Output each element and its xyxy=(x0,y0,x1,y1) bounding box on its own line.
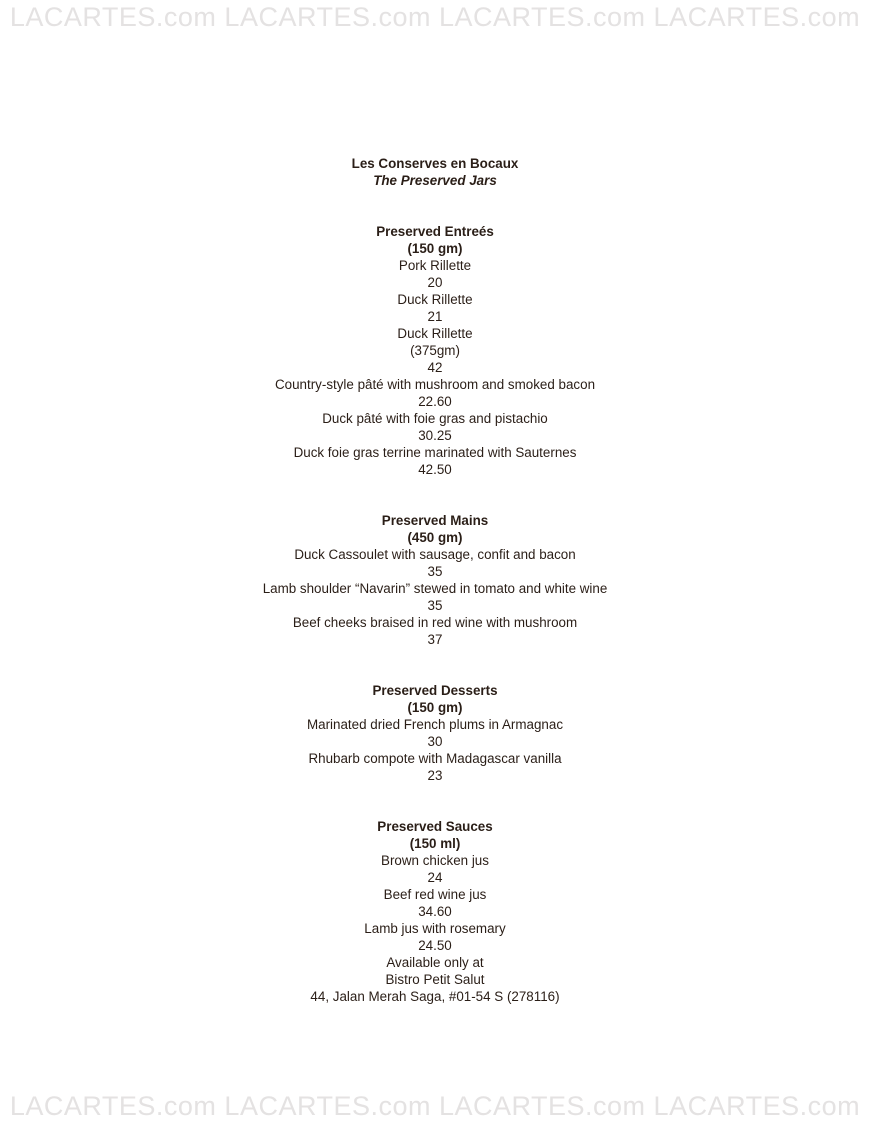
menu-subtitle: The Preserved Jars xyxy=(373,173,497,188)
item-name: Marinated dried French plums in Armagnac xyxy=(306,717,564,732)
item-price: 42 xyxy=(427,360,443,375)
item-price: 21 xyxy=(427,309,443,324)
section-size: (150 ml) xyxy=(409,836,461,851)
item-name: Country-style pâté with mushroom and smoked bacon xyxy=(274,377,596,392)
availability-note: Available only at xyxy=(386,955,484,970)
menu-title: Les Conserves en Bocaux xyxy=(351,156,519,171)
section-preserved-desserts xyxy=(0,682,870,784)
section-size: (450 gm) xyxy=(407,530,463,545)
item-name: Pork Rillette xyxy=(398,258,472,273)
item-price: 30.25 xyxy=(418,428,452,443)
section-preserved-entrees xyxy=(0,223,870,478)
venue-name: Bistro Petit Salut xyxy=(385,972,485,987)
item-name: Beef cheeks braised in red wine with mushroom xyxy=(292,615,578,630)
item-name: Duck foie gras terrine marinated with Sauternes xyxy=(293,445,577,460)
item-price: 20 xyxy=(427,275,443,290)
venue-address: 44, Jalan Merah Saga, #01-54 S (278116) xyxy=(310,989,560,1004)
item-price: 23 xyxy=(427,768,443,783)
section-preserved-mains xyxy=(0,512,870,648)
section-title: Preserved Entreés xyxy=(376,224,494,239)
item-price: 30 xyxy=(427,734,443,749)
watermark-top: LACARTES.com LACARTES.com LACARTES.com LACARTES.com xyxy=(9,2,861,32)
item-price: 37 xyxy=(427,632,443,647)
item-price: 35 xyxy=(427,598,443,613)
item-name: Duck Cassoulet with sausage, confit and bacon xyxy=(294,547,576,562)
section-size: (150 gm) xyxy=(407,241,463,256)
item-name: Brown chicken jus xyxy=(381,853,489,868)
section-size: (150 gm) xyxy=(407,700,463,715)
item-note: (375gm) xyxy=(410,343,460,358)
item-name: Lamb shoulder “Navarin” stewed in tomato and white wine xyxy=(262,581,608,596)
item-price: 42.50 xyxy=(418,462,452,477)
item-price: 24.50 xyxy=(418,938,452,953)
item-price: 24 xyxy=(427,870,443,885)
item-price: 34.60 xyxy=(418,904,452,919)
item-name: Lamb jus with rosemary xyxy=(364,921,506,936)
section-title: Preserved Sauces xyxy=(377,819,493,834)
item-name: Rhubarb compote with Madagascar vanilla xyxy=(308,751,562,766)
menu-document xyxy=(0,155,870,1005)
section-title: Preserved Desserts xyxy=(372,683,498,698)
watermark-bottom: LACARTES.com LACARTES.com LACARTES.com LACARTES.com xyxy=(9,1091,861,1121)
item-price: 22.60 xyxy=(418,394,452,409)
item-price: 35 xyxy=(427,564,443,579)
item-name: Beef red wine jus xyxy=(383,887,487,902)
item-name: Duck Rillette xyxy=(397,292,473,307)
item-name: Duck Rillette xyxy=(397,326,473,341)
section-preserved-sauces xyxy=(0,818,870,1005)
menu-header xyxy=(0,155,870,189)
item-name: Duck pâté with foie gras and pistachio xyxy=(322,411,548,426)
section-title: Preserved Mains xyxy=(381,513,489,528)
